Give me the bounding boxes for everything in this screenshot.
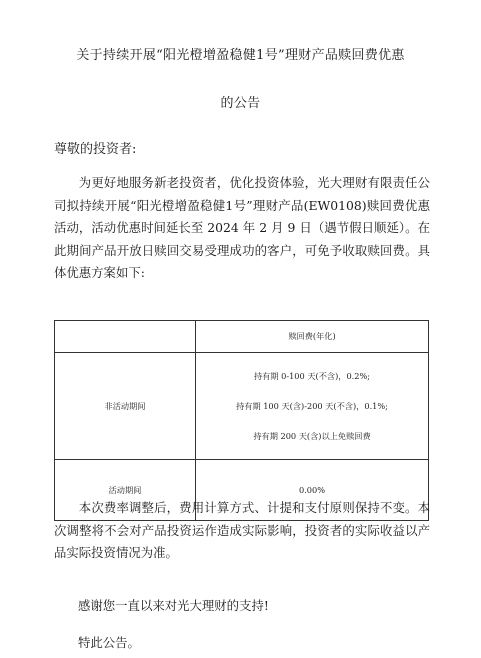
fee-tier-line: 持有期 200 天(含)以上免赎回费 [253, 431, 371, 441]
title-line-2: 的公告 [220, 96, 261, 111]
table-header-fee: 赎回费(年化) [196, 321, 429, 353]
intro-paragraph: 为更好地服务新老投资者，优化投资体验，光大理财有限责任公司拟持续开展“阳光橙增盈稳健1号”理财产品(EW0108)赎回费优惠活动，活动优惠时间延长至 2024 年 2 月 9 日（遇节假日顺延）。在此期间产品开放日赎回交易受理成功的客户，可免予收取赎回费。具体优惠方案如下: [54, 175, 430, 280]
row-label-campaign: 活动期间 [55, 460, 196, 521]
table-header-row [55, 321, 429, 353]
adjustment-paragraph: 本次费率调整后，费用计算方式、计提和支付原则保持不变。本次调整将不会对产品投资运作造成实际影响，投资者的实际收益以产品实际投资情况为准。 [54, 500, 430, 560]
row-label-non-campaign: 非活动期间 [55, 353, 196, 460]
thanks-line: 感谢您一直以来对光大理财的支持! [78, 598, 269, 613]
greeting: 尊敬的投资者: [54, 142, 137, 157]
fee-tier-line: 持有期 100 天(含)-200 天(不含)，0.1%; [236, 401, 388, 411]
row-value-campaign: 0.00% [196, 460, 429, 521]
title-line-1: 关于持续开展“阳光橙增盈稳健1号”理财产品赎回费优惠 [76, 48, 405, 63]
table-row [55, 353, 429, 460]
row-value-non-campaign [196, 353, 429, 460]
closing-line: 特此公告。 [78, 635, 140, 650]
fee-table [54, 320, 429, 521]
fee-tier-line: 持有期 0-100 天(不含)，0.2%; [253, 371, 371, 381]
table-header-empty [55, 321, 196, 353]
